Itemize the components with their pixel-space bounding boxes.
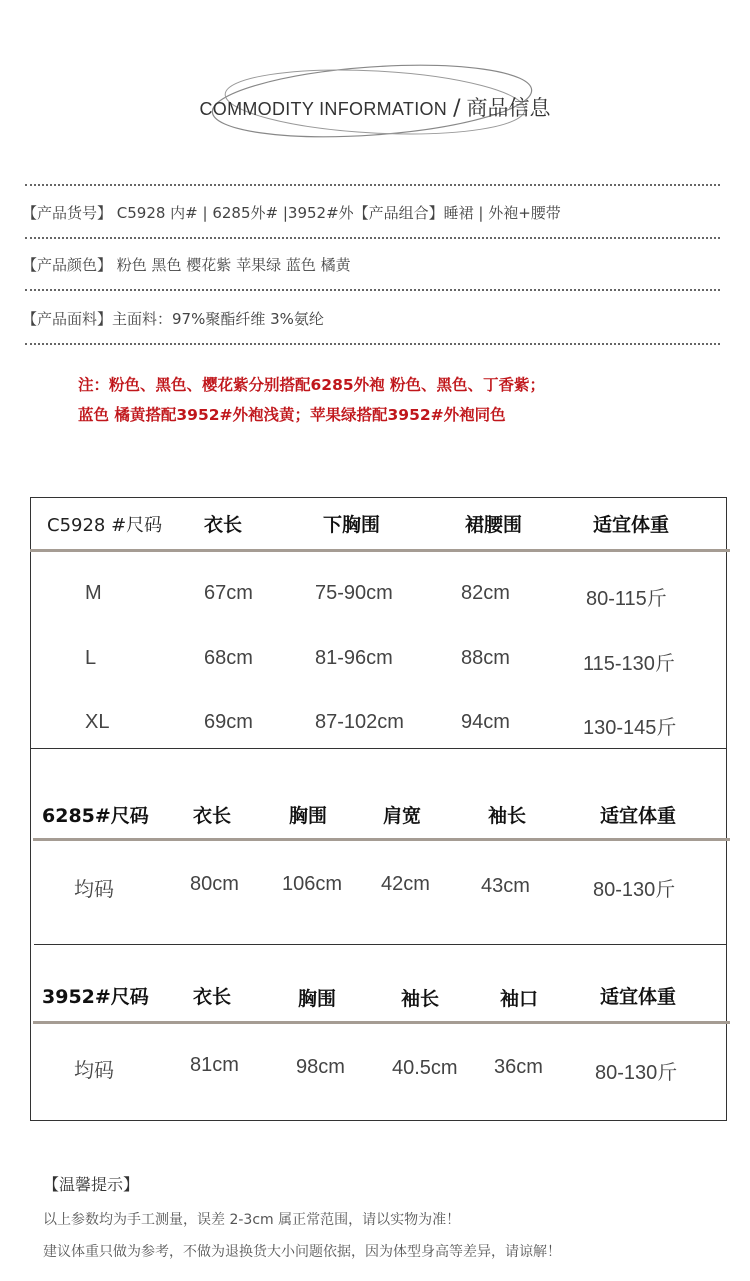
table1-row1-size: M: [85, 582, 102, 604]
table3-row1-weight: 80-130斤: [595, 1062, 678, 1084]
table2-header-length: 衣长: [193, 805, 232, 827]
table1-header-length: 衣长: [204, 514, 243, 536]
info-fabric: 【产品面料】主面料：97%聚酯纤维 3%氨纶: [22, 310, 324, 328]
table1-row2-waist: 88cm: [461, 647, 510, 669]
table1-header-skirt-waist: 裙腰围: [465, 514, 523, 536]
table2-header-size: 6285#尺码: [42, 805, 149, 827]
table1-row3-weight: 130-145斤: [583, 717, 677, 739]
table1-header-divider: [30, 549, 730, 552]
table2-row1-size: 均码: [74, 877, 114, 901]
table1-row2-size: L: [85, 647, 97, 669]
table2-row1-sleeve: 43cm: [481, 875, 530, 897]
table1-row3-length: 69cm: [204, 711, 253, 733]
dotted-divider: [25, 289, 720, 291]
table2-header-sleeve: 袖长: [488, 805, 527, 827]
table2-header-divider: [33, 838, 730, 841]
table3-row1-sleeve: 40.5cm: [392, 1057, 458, 1079]
page-title: [0, 92, 750, 122]
table2-row1-bust: 106cm: [282, 873, 343, 895]
table1-header-underbust: 下胸围: [323, 514, 381, 536]
table1-row2-weight: 115-130斤: [583, 653, 675, 675]
info-item-no: 【产品货号】 C5928 内# | 6285外# |3952#外【产品组合】睡裙 | 外袍+腰带: [22, 204, 561, 222]
table3-header-weight: 适宜体重: [600, 986, 677, 1008]
table2-header-weight: 适宜体重: [600, 805, 677, 827]
table3-header-cuff: 袖口: [500, 988, 539, 1010]
table1-header-weight: 适宜体重: [593, 514, 670, 536]
table3-header-sleeve: 袖长: [401, 988, 440, 1010]
table2-row1-length: 80cm: [190, 873, 239, 895]
table1-row3-underbust: 87-102cm: [315, 711, 404, 733]
title-separator: /: [453, 96, 461, 121]
table1-row3-size: XL: [85, 711, 110, 733]
note-line-2: 蓝色 橘黄搭配3952#外袍浅黄；苹果绿搭配3952#外袍同色: [78, 406, 506, 424]
tip-line-2: 建议体重只做为参考，不做为退换货大小问题依据，因为体型身高等差异，请谅解！: [43, 1244, 561, 1260]
title-english: COMMODITY INFORMATION: [199, 99, 448, 119]
table1-row1-waist: 82cm: [461, 582, 510, 604]
table1-header-size: C5928 #尺码: [47, 515, 163, 536]
table3-row1-size: 均码: [74, 1058, 114, 1082]
title-chinese: 商品信息: [466, 96, 551, 120]
note-line-1: 注：粉色、黑色、樱花紫分别搭配6285外袍 粉色、黑色、丁香紫；: [78, 376, 546, 394]
table2-bottom-divider: [34, 944, 727, 945]
table1-row1-underbust: 75-90cm: [315, 582, 393, 604]
table3-header-length: 衣长: [193, 986, 232, 1008]
table3-header-divider: [33, 1021, 730, 1024]
info-colors: 【产品颜色】 粉色 黑色 樱花紫 苹果绿 蓝色 橘黄: [22, 256, 351, 274]
table3-row1-cuff: 36cm: [494, 1056, 543, 1078]
table1-row1-weight: 80-115斤: [586, 588, 667, 610]
table3-header-bust: 胸围: [298, 988, 337, 1010]
table1-row2-length: 68cm: [204, 647, 253, 669]
dotted-divider: [25, 184, 720, 186]
table1-row3-waist: 94cm: [461, 711, 510, 733]
table2-row1-shoulder: 42cm: [381, 873, 430, 895]
table1-bottom-divider: [30, 748, 727, 749]
dotted-divider: [25, 237, 720, 239]
table3-row1-bust: 98cm: [296, 1056, 345, 1078]
table3-header-size: 3952#尺码: [42, 986, 149, 1008]
table2-row1-weight: 80-130斤: [593, 879, 676, 901]
dotted-divider: [25, 343, 720, 345]
tips-title: 【温馨提示】: [43, 1175, 140, 1194]
table1-row2-underbust: 81-96cm: [315, 647, 393, 669]
table2-header-shoulder: 肩宽: [383, 805, 422, 827]
table2-header-bust: 胸围: [289, 805, 328, 827]
tip-line-1: 以上参数均为手工测量，误差 2-3cm 属正常范围，请以实物为准！: [43, 1212, 461, 1228]
table1-row1-length: 67cm: [204, 582, 253, 604]
table3-row1-length: 81cm: [190, 1054, 239, 1076]
